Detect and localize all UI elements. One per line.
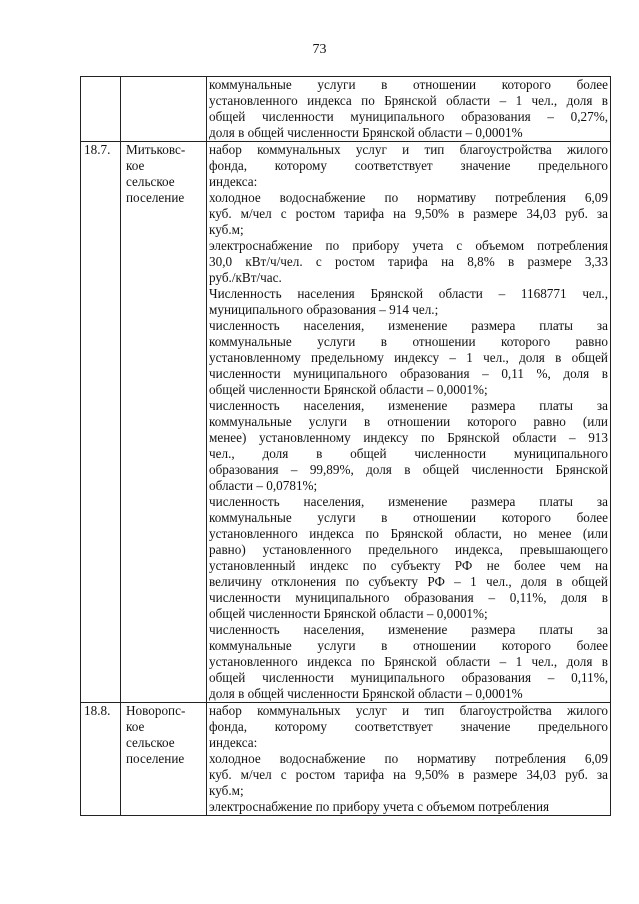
description-cell [207,77,611,142]
description-line: индекса: [209,735,258,750]
settlement-name-cell [121,703,207,816]
description-line: индекса: [209,174,258,189]
description-line: набор коммунальных услуг и тип благоустройства жилого [209,703,608,718]
description-line: муниципального образования – 914 чел.; [209,302,439,317]
description-line: 30,0 кВт/ч/чел. с ростом тарифа на 8,8% в размере 3,33 [209,254,608,269]
description-line: фонда, которому соответствует значение предельного [209,158,608,173]
description-line: общей численности муниципального образования – 0,27%, [209,109,608,124]
settlement-name-line: сельское [126,174,175,189]
description-cell [207,142,611,703]
description-line: доля в общей численности Брянской области – 0,0001% [209,125,523,140]
page-number: 73 [312,42,327,57]
description-line: численности муниципального образования – 0,11%, доля в [209,590,608,605]
description-line: образования – 99,89%, доля в общей численности Брянской [209,462,608,477]
description-line: куб.м; [209,222,244,237]
description-line: общей численности муниципального образования – 0,11%, [209,670,608,685]
description-line: куб. м/чел с ростом тарифа на 9,50% в размере 34,03 руб. за [209,206,608,221]
row-number: 18.8. [84,703,111,718]
description-line: куб. м/чел с ростом тарифа на 9,50% в размере 34,03 руб. за [209,767,608,782]
settlement-name-cell [121,77,207,142]
description-line: коммунальные услуги в отношении которого равно [209,334,608,349]
description-line: куб.м; [209,783,244,798]
table-row [81,703,611,816]
description-line: установленного индекса по Брянской области – 1 чел., доля в [209,93,608,108]
description-line: фонда, которому соответствует значение предельного [209,719,608,734]
description-line: коммунальные услуги в отношении которого более [209,77,608,92]
description-line: коммунальные услуги в отношении которого более [209,510,608,525]
settlement-name-line: Митьковс- [126,142,186,157]
row-number-cell [81,142,121,703]
description-line: общей численности Брянской области – 0,0001%; [209,606,488,621]
settlement-name-line: сельское [126,735,175,750]
row-number-cell [81,77,121,142]
description-line: равно) установленного предельного индекса, превышающего [209,542,608,557]
description-line: установленный индекс по субъекту РФ не более чем на [209,558,608,573]
description-line: набор коммунальных услуг и тип благоустройства жилого [209,142,608,157]
table-row [81,77,611,142]
description-line: коммунальные услуги в отношении которого более [209,638,608,653]
description-line: численность населения, изменение размера платы за [209,622,608,637]
description-line: численности муниципального образования – 0,11 %, доля в [209,366,608,381]
description-line: общей численности Брянской области – 0,0001%; [209,382,488,397]
table-row [81,142,611,703]
row-number: 18.7. [84,142,111,157]
description-line: численность населения, изменение размера платы за [209,318,608,333]
settlement-name-line: кое [126,719,145,734]
description-line: доля в общей численности Брянской области – 0,0001% [209,686,523,701]
settlement-name-line: поселение [126,190,185,205]
settlement-name-line: поселение [126,751,185,766]
description-line: установленного индекса по Брянской области, но менее (или [209,526,608,541]
description-line: холодное водоснабжение по нормативу потребления 6,09 [209,190,608,205]
description-line: численность населения, изменение размера платы за [209,494,608,509]
description-line: электроснабжение по прибору учета с объемом потребления [209,799,550,814]
settlement-name-line: кое [126,158,145,173]
settlement-name-line: Новоропс- [126,703,186,718]
description-line: руб./кВт/час. [209,270,282,285]
municipal-index-table [80,76,611,816]
description-line: области – 0,0781%; [209,478,318,493]
description-line: величину отклонения по субъекту РФ – 1 чел., доля в общей [209,574,608,589]
description-cell [207,703,611,816]
table-body [81,77,611,816]
description-line: менее) установленному индексу по Брянской области – 913 [209,430,608,445]
description-line: Численность населения Брянской области – 1168771 чел., [209,286,608,301]
description-line: установленному предельному индексу – 1 чел., доля в общей [209,350,608,365]
description-line: холодное водоснабжение по нормативу потребления 6,09 [209,751,608,766]
description-line: численность населения, изменение размера платы за [209,398,608,413]
settlement-name-cell [121,142,207,703]
description-line: коммунальные услуги в отношении которого равно (или [209,414,608,429]
description-line: чел., доля в общей численности муниципального [209,446,608,461]
description-line: установленного индекса по Брянской области – 1 чел., доля в [209,654,608,669]
description-line: электроснабжение по прибору учета с объемом потребления [209,238,608,253]
row-number-cell [81,703,121,816]
